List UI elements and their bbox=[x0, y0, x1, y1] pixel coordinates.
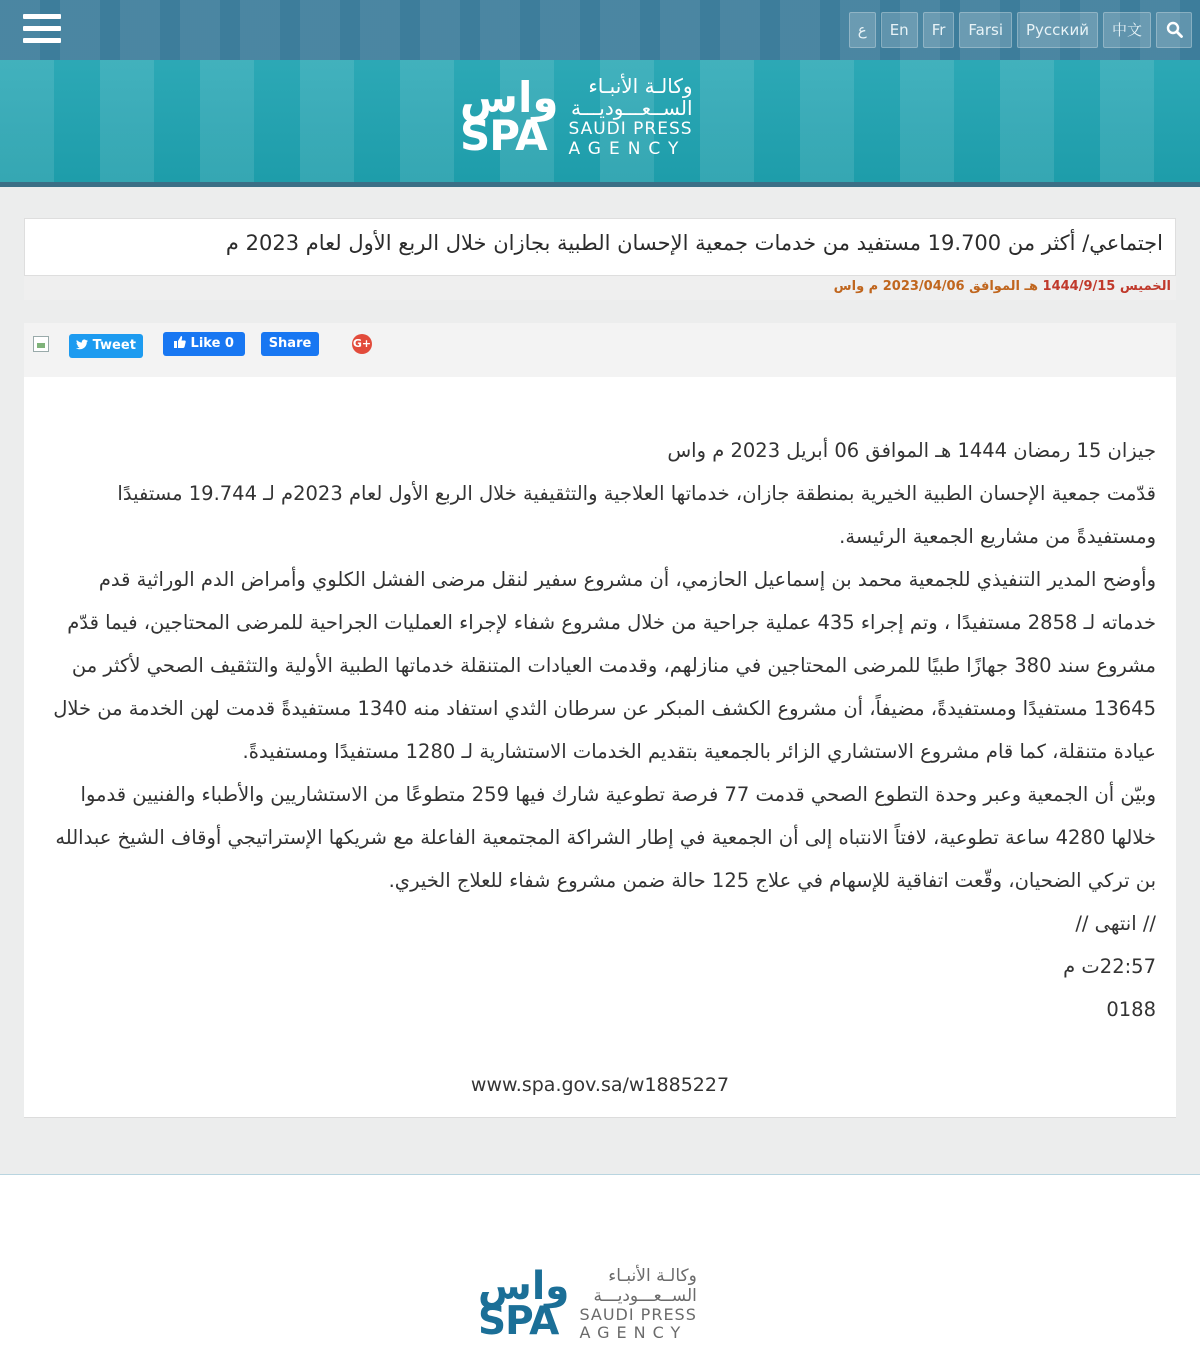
lang-farsi[interactable]: Farsi bbox=[959, 12, 1012, 48]
menu-icon[interactable] bbox=[23, 14, 61, 48]
footer-divider bbox=[0, 1174, 1200, 1175]
article-code: 0188 bbox=[1106, 998, 1156, 1021]
facebook-like-button[interactable]: Like 0 bbox=[163, 332, 245, 356]
twitter-icon bbox=[76, 339, 88, 350]
article-body bbox=[52, 429, 1156, 1031]
article-end-marker: // انتهى // bbox=[1075, 912, 1156, 935]
article-paragraph: وبيّن أن الجمعية وعبر وحدة التطوع الصحي قدمت 77 فرصة تطوعية شارك فيها 259 متطوعًا من الاستشاريين والأطباء والفنيين قدموا خلالها 4280 ساعة تطوعية، لافتاً الانتباه إلى أن الجمعية في إطار الشراكة المجتمعية الفاعلة مع شريكها الإستراتيجي أوقاف الشيخ عبدالله بن تركي الضحيان، وقّعت اتفاقية للإسهام في علاج 125 حالة ضمن مشروع شفاء للعلاج الخيري. bbox=[55, 783, 1156, 892]
top-bar bbox=[0, 0, 1200, 60]
article-paragraph: قدّمت جمعية الإحسان الطبية الخيرية بمنطقة جازان، خدماتها العلاجية والتثقيفية خلال الربع الأول لعام 2023م لـ 19.744 مستفيدًا ومستفيدةً من مشاريع الجمعية الرئيسة. bbox=[117, 482, 1156, 548]
lang-arabic[interactable]: ع bbox=[849, 12, 876, 48]
search-icon[interactable] bbox=[1156, 12, 1192, 48]
logo-mark: واس SPA bbox=[460, 73, 559, 160]
article-title-box bbox=[24, 218, 1176, 276]
thumbs-up-icon bbox=[174, 336, 186, 348]
logo-text: وكالـة الأنبـاء الســعـــوديـــة SAUDI PRESS AGENCY bbox=[568, 74, 693, 159]
article-dateline: جيزان 15 رمضان 1444 هـ الموافق 06 أبريل 2023 م واس bbox=[667, 439, 1156, 462]
facebook-share-button[interactable]: Share bbox=[261, 332, 319, 356]
lang-russian[interactable]: Русский bbox=[1017, 12, 1098, 48]
lang-french[interactable]: Fr bbox=[923, 12, 955, 48]
article-title: اجتماعي/ أكثر من 19.700 مستفيد من خدمات جمعية الإحسان الطبية بجازان خلال الربع الأول لعام 2023 م bbox=[225, 231, 1163, 255]
article-body-box bbox=[24, 377, 1176, 1118]
broken-image-icon bbox=[33, 336, 49, 352]
spa-logo[interactable] bbox=[460, 75, 693, 159]
google-plus-icon[interactable]: G+ bbox=[352, 334, 372, 354]
article-paragraph: وأوضح المدير التنفيذي للجمعية محمد بن إسماعيل الحازمي، أن مشروع سفير لنقل مرضى الفشل الكلوي وأمراض الدم الوراثية قدم خدماته لـ 2858 مستفيدًا ، وتم إجراء 435 عملية جراحية من خلال مشروع شفاء لإجراء العمليات الجراحية للمرضى المحتاجين، فيما قدّم مشروع سند 380 جهازًا طبيًا للمرضى المحتاجين في منازلهم، وقدمت العيادات المتنقلة خدماتها الطبية الأولية والتثقيف الصحي لأكثر من 13645 مستفيدًا ومستفيدةً، مضيفاً، أن مشروع الكشف المبكر عن سرطان الثدي استفاد منه 1340 مستفيدةً قدمت لهن الخدمة من خلال عيادة متنقلة، كما قام مشروع الاستشاري الزائر بالجمعية بتقديم الخدمات الاستشارية لـ 1280 مستفيدًا ومستفيدةً. bbox=[53, 568, 1156, 763]
lang-chinese[interactable]: 中文 bbox=[1103, 12, 1151, 48]
share-bar bbox=[24, 323, 1176, 377]
tweet-button[interactable]: Tweet bbox=[69, 334, 143, 358]
footer-logo-mark: واس SPA bbox=[478, 1263, 570, 1344]
article-time: 22:57ت م bbox=[1063, 955, 1156, 978]
article-short-url[interactable]: www.spa.gov.sa/w1885227 bbox=[470, 1074, 730, 1096]
language-switcher bbox=[849, 12, 1192, 48]
lang-english[interactable]: En bbox=[881, 12, 918, 48]
footer-spa-logo[interactable] bbox=[478, 1263, 697, 1344]
article-date-bar bbox=[24, 276, 1176, 300]
article-date: الخميس 1444/9/15 هـ الموافق 2023/04/06 م واس bbox=[833, 279, 1171, 294]
footer-logo-text: وكالـة الأنبـاء الســعـــوديـــة SAUDI PRESS AGENCY bbox=[579, 1266, 697, 1342]
